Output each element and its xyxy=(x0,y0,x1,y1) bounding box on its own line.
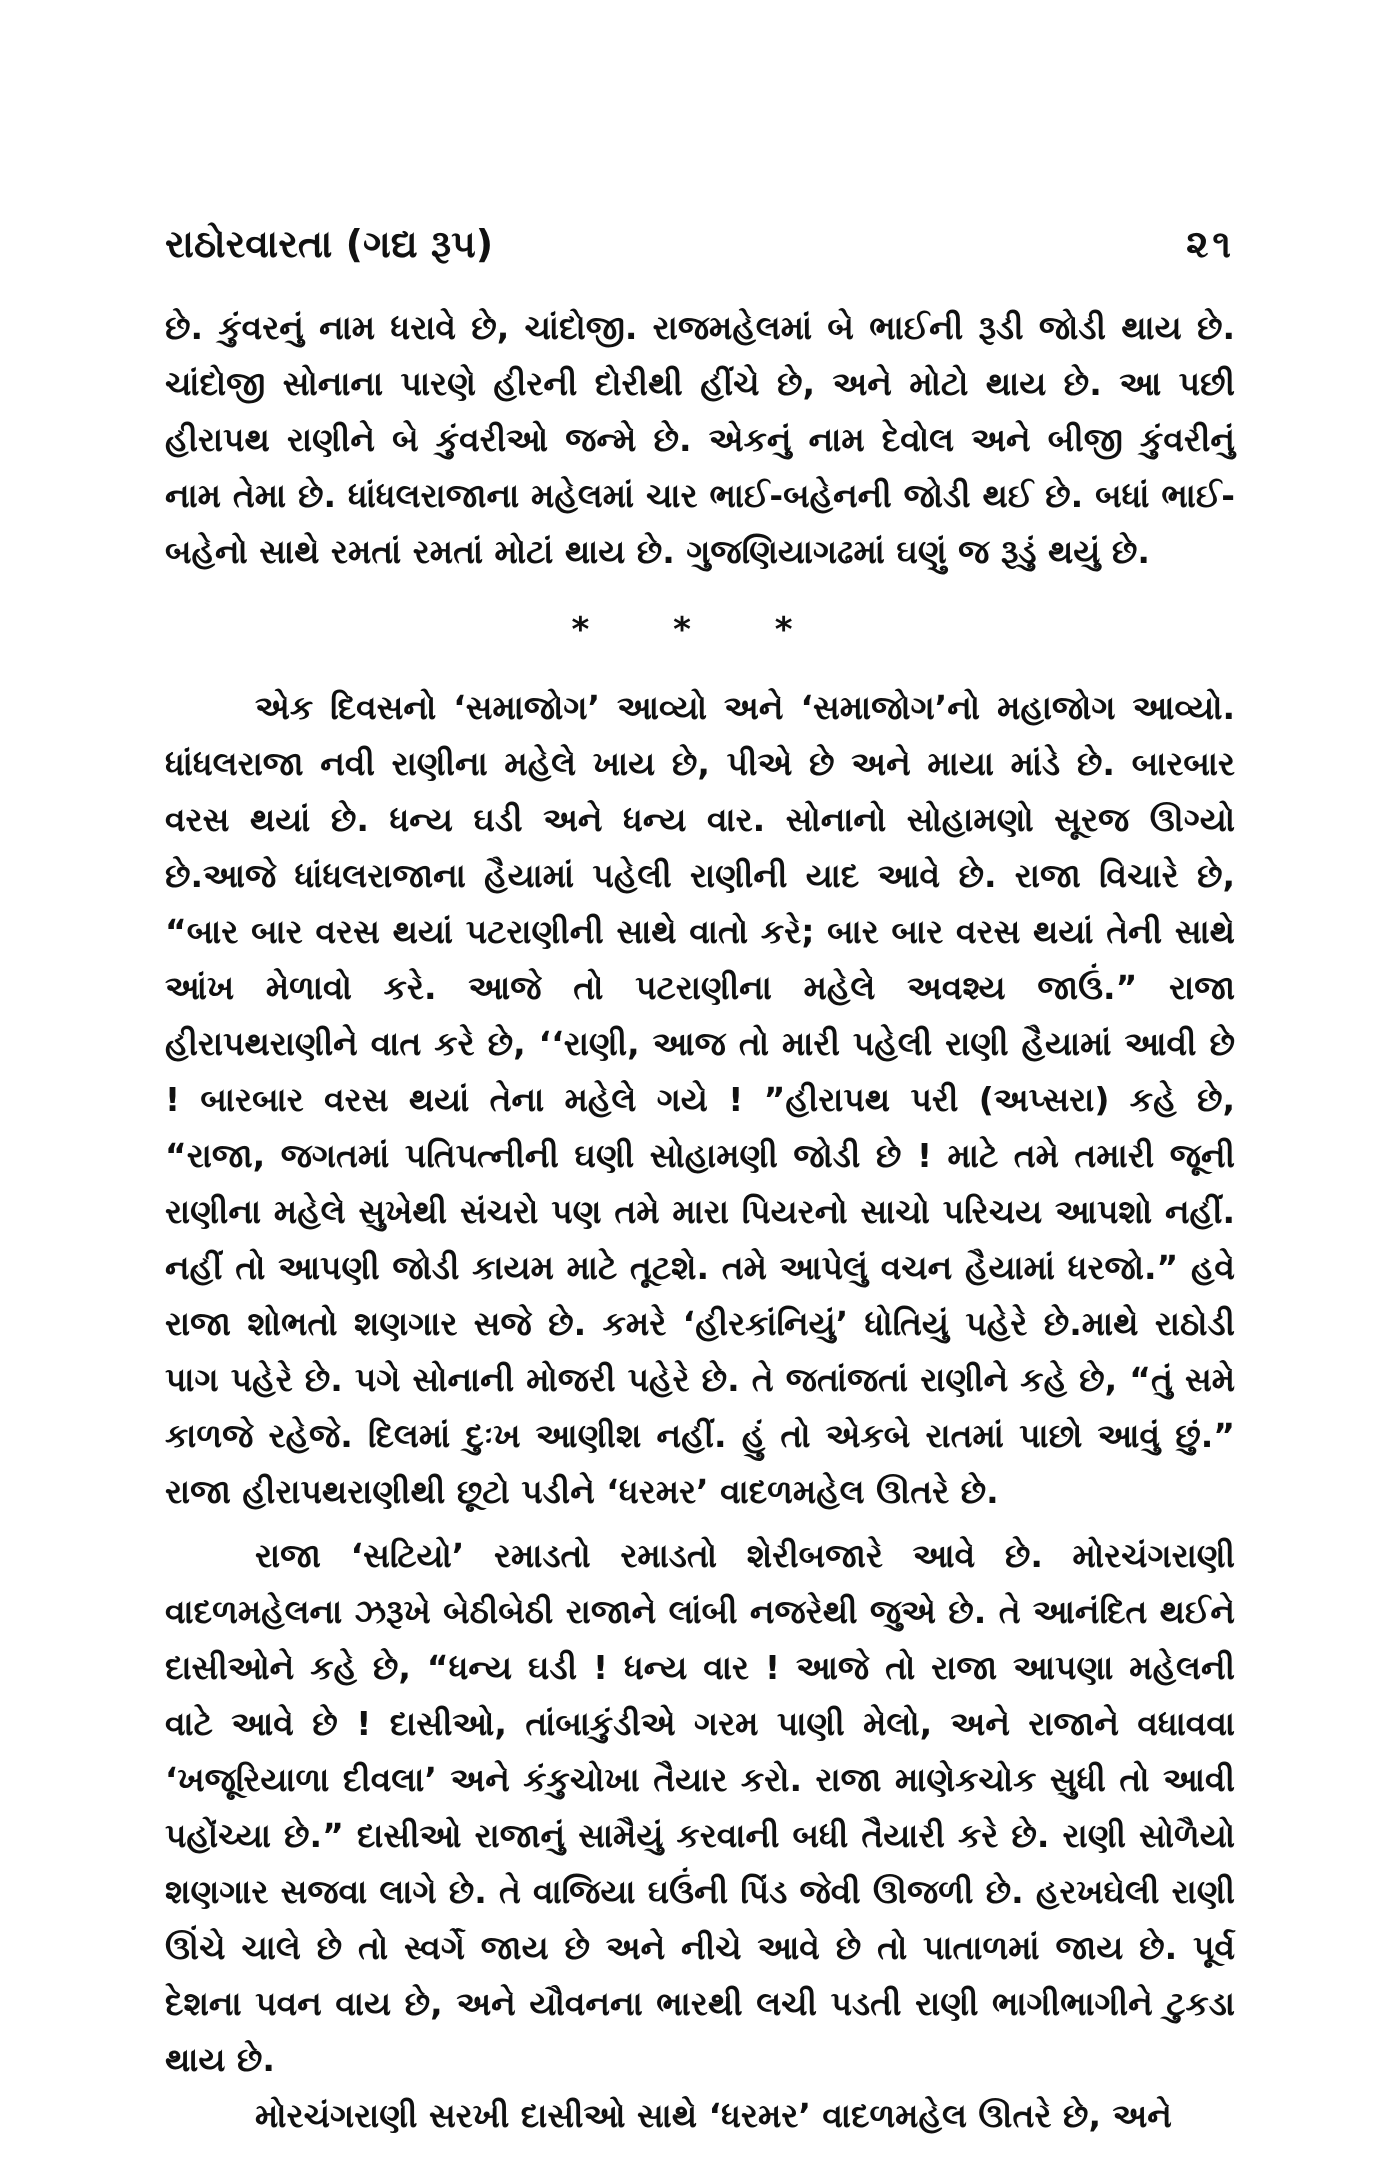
paragraph-2: એક દિવસનો ‘સમાજોગ’ આવ્યો અને ‘સમાજોગ’નો મહાજોગ આવ્યો. ધાંધલરાજા નવી રાણીના મહેલે ખાય છે, પીએ છે અને માયા માંડે છે. બારબાર વરસ થયાં છે. ધન્ય ઘડી અને ધન્ય વાર. સોનાનો સોહામણો સૂરજ ઊગ્યો છે.આજે ધાંધલરાજાના હૈયામાં પહેલી રાણીની યાદ આવે છે. રાજા વિચારે છે, “બાર બાર વરસ થયાં પટરાણીની સાથે વાતો કરે; બાર બાર વરસ થયાં તેની સાથે આંખ મેળાવો કરે. આજે તો પટરાણીના મહેલે અવશ્ય જાઉં.” રાજા હીરાપથરાણીને વાત કરે છે, ‘‘રાણી, આજ તો મારી પહેલી રાણી હૈયામાં આવી છે ! બારબાર વરસ થયાં તેના મહેલે ગયે ! ”હીરાપથ પરી (અપ્સરા) કહે છે, “રાજા, જગતમાં પતિપત્નીની ઘણી સોહામણી જોડી છે ! માટે તમે તમારી જૂની રાણીના મહેલે સુખેથી સંચરો પણ તમે મારા પિયરનો સાચો પરિચય આપશો નહીં. નહીં તો આપણી જોડી કાયમ માટે તૂટશે. તમે આપેલું વચન હૈયામાં ધરજો.” હવે રાજા શોભતો શણગાર સજે છે. કમરે ‘હીરકાંનિયું’ ધોતિયું પહેરે છે.માથે રાઠોડી પાગ પહેરે છે. પગે સોનાની મોજરી પહેરે છે. તે જતાંજતાં રાણીને કહે છે, “તું સમે કાળજે રહેજે. દિલમાં દુઃખ આણીશ નહીં. હું તો એકબે રાતમાં પાછો આવું છું.” રાજા હીરાપથરાણીથી છૂટો પડીને ‘ધરમર’ વાદળમહેલ ઊતરે છે. xyxy=(165,688,1235,1511)
section-separator: * * * xyxy=(571,610,829,650)
running-header xyxy=(165,222,1235,282)
page-number: ૨૧ xyxy=(1186,222,1235,266)
paragraph-3: રાજા ‘સટિયો’ રમાડતો રમાડતો શેરીબજારે આવે છે. મોરચંગરાણી વાદળમહેલના ઝરૂખે બેઠીબેઠી રાજાને લાંબી નજરેથી જુએ છે. તે આનંદિત થઈને દાસીઓને કહે છે, “ધન્ય ઘડી ! ધન્ય વાર ! આજે તો રાજા આપણા મહેલની વાટે આવે છે ! દાસીઓ, તાંબાકુંડીએ ગરમ પાણી મેલો, અને રાજાને વધાવવા ‘ખજૂરિયાળા દીવલા’ અને કંકુચોખા તૈયાર કરો. રાજા માણેકચોક સુધી તો આવી પહોંચ્યા છે.” દાસીઓ રાજાનું સામૈયું કરવાની બધી તૈયારી કરે છે. રાણી સોળૈયો શણગાર સજવા લાગે છે. તે વાજિયા ઘઉંની પિંડ જેવી ઊજળી છે. હરખઘેલી રાણી ઊંચે ચાલે છે તો સ્વર્ગે જાય છે અને નીચે આવે છે તો પાતાળમાં જાય છે. પૂર્વ દેશના પવન વાય છે, અને યૌવનના ભારથી લચી પડતી રાણી ભાગીભાગીને ટુકડા થાય છે. xyxy=(165,1536,1235,2079)
header-title: રાઠોરવારતા (ગદ્ય રૂપ) xyxy=(165,222,494,266)
paragraph-4: મોરચંગરાણી સરખી દાસીઓ સાથે ‘ધરમર’ વાદળમહેલ ઊતરે છે, અને xyxy=(255,2096,1172,2135)
paragraph-1: છે. કુંવરનું નામ ધરાવે છે, ચાંદોજી. રાજમહેલમાં બે ભાઈની રૂડી જોડી થાય છે. ચાંદોજી સોનાના પારણે હીરની દોરીથી હીંચે છે, અને મોટો થાય છે. આ પછી હીરાપથ રાણીને બે કુંવરીઓ જન્મે છે. એકનું નામ દેવોલ અને બીજી કુંવરીનું નામ તેમા છે. ધાંધલરાજાના મહેલમાં ચાર ભાઈ-બહેનની જોડી થઈ છે. બધાં ભાઈ-બહેનો સાથે રમતાં રમતાં મોટાં થાય છે. ગુજણિયાગઢમાં ઘણું જ રૂડું થયું છે. xyxy=(165,308,1235,571)
body-text xyxy=(165,300,1235,2144)
